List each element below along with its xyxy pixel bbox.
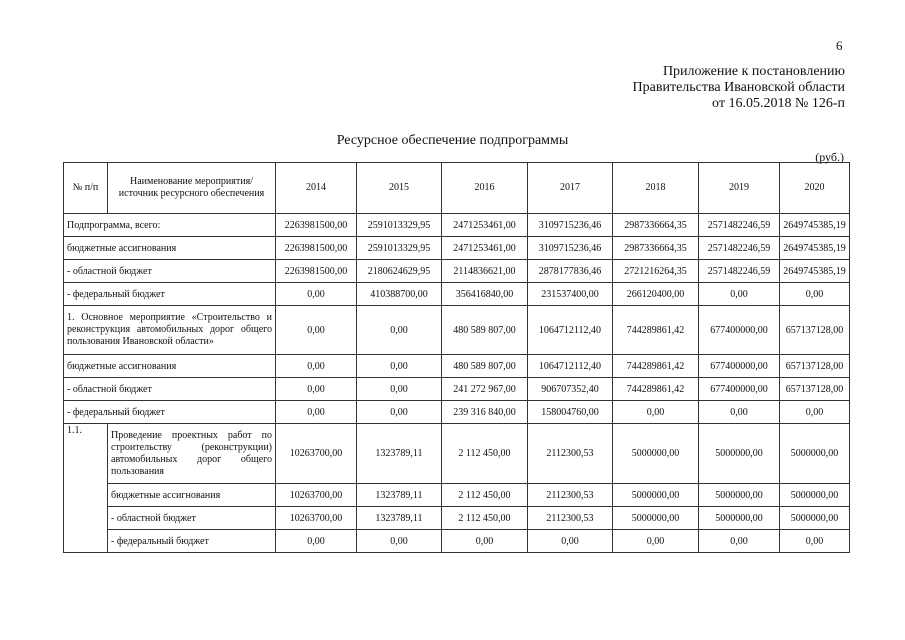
value-cell: 10263700,00 [276, 507, 357, 530]
value-cell: 0,00 [699, 283, 780, 306]
value-cell: 2112300,53 [528, 507, 613, 530]
table-row [64, 237, 850, 260]
table-row [64, 530, 850, 553]
appendix-line-3: от 16.05.2018 № 126-п [712, 96, 845, 111]
row-label: - областной бюджет [108, 507, 276, 530]
value-cell: 5000000,00 [699, 484, 780, 507]
value-cell: 677400000,00 [699, 306, 780, 355]
value-cell: 1064712112,40 [528, 355, 613, 378]
value-cell: 744289861,42 [613, 355, 699, 378]
appendix-line-2: Правительства Ивановской области [632, 80, 845, 95]
value-cell: 0,00 [276, 355, 357, 378]
value-cell: 480 589 807,00 [442, 355, 528, 378]
value-cell: 0,00 [357, 306, 442, 355]
value-cell: 744289861,42 [613, 378, 699, 401]
value-cell: 5000000,00 [613, 424, 699, 484]
value-cell: 241 272 967,00 [442, 378, 528, 401]
table-row [64, 214, 850, 237]
header-year: 2016 [442, 163, 528, 214]
value-cell: 5000000,00 [780, 484, 850, 507]
row-label: - областной бюджет [64, 260, 276, 283]
value-cell: 0,00 [780, 283, 850, 306]
header-num: № п/п [64, 163, 108, 214]
value-cell: 906707352,40 [528, 378, 613, 401]
table-row [64, 484, 850, 507]
value-cell: 231537400,00 [528, 283, 613, 306]
row-label: - федеральный бюджет [64, 401, 276, 424]
table-row [64, 283, 850, 306]
value-cell: 5000000,00 [613, 507, 699, 530]
value-cell: 0,00 [357, 378, 442, 401]
header-year: 2014 [276, 163, 357, 214]
value-cell: 2263981500,00 [276, 237, 357, 260]
value-cell: 2878177836,46 [528, 260, 613, 283]
value-cell: 0,00 [276, 530, 357, 553]
value-cell: 5000000,00 [699, 507, 780, 530]
value-cell: 2571482246,59 [699, 260, 780, 283]
value-cell: 10263700,00 [276, 424, 357, 484]
value-cell: 2471253461,00 [442, 237, 528, 260]
table-row [64, 378, 850, 401]
table-row [64, 424, 850, 484]
row-label: Подпрограмма, всего: [64, 214, 276, 237]
header-year: 2017 [528, 163, 613, 214]
appendix-line-1: Приложение к постановлению [662, 64, 845, 79]
value-cell: 2263981500,00 [276, 214, 357, 237]
value-cell: 0,00 [276, 378, 357, 401]
value-cell: 2 112 450,00 [442, 424, 528, 484]
table-row [64, 260, 850, 283]
value-cell: 677400000,00 [699, 378, 780, 401]
table-row [64, 507, 850, 530]
row-label: Проведение проектных работ по строительству (реконструкции) автомобильных дорог общего пользования [108, 424, 276, 484]
value-cell: 2591013329,95 [357, 237, 442, 260]
value-cell: 480 589 807,00 [442, 306, 528, 355]
value-cell: 2571482246,59 [699, 214, 780, 237]
value-cell: 0,00 [357, 401, 442, 424]
value-cell: 2649745385,19 [780, 237, 850, 260]
value-cell: 0,00 [699, 530, 780, 553]
value-cell: 3109715236,46 [528, 214, 613, 237]
value-cell: 0,00 [780, 530, 850, 553]
value-cell: 2 112 450,00 [442, 484, 528, 507]
value-cell: 266120400,00 [613, 283, 699, 306]
value-cell: 2591013329,95 [357, 214, 442, 237]
value-cell: 2 112 450,00 [442, 507, 528, 530]
row-label: бюджетные ассигнования [64, 355, 276, 378]
table-row [64, 355, 850, 378]
value-cell: 0,00 [699, 401, 780, 424]
table-header-row [64, 163, 850, 214]
value-cell: 2263981500,00 [276, 260, 357, 283]
value-cell: 677400000,00 [699, 355, 780, 378]
value-cell: 2112300,53 [528, 484, 613, 507]
value-cell: 0,00 [528, 530, 613, 553]
value-cell: 0,00 [276, 306, 357, 355]
value-cell: 2571482246,59 [699, 237, 780, 260]
table-row [64, 401, 850, 424]
value-cell: 1064712112,40 [528, 306, 613, 355]
value-cell: 657137128,00 [780, 378, 850, 401]
value-cell: 2180624629,95 [357, 260, 442, 283]
table-row [64, 306, 850, 355]
value-cell: 0,00 [276, 401, 357, 424]
value-cell: 2987336664,35 [613, 214, 699, 237]
value-cell: 2721216264,35 [613, 260, 699, 283]
value-cell: 239 316 840,00 [442, 401, 528, 424]
row-label: бюджетные ассигнования [64, 237, 276, 260]
header-year: 2020 [780, 163, 850, 214]
value-cell: 2112300,53 [528, 424, 613, 484]
value-cell: 657137128,00 [780, 306, 850, 355]
units-label: (руб.) [815, 150, 844, 164]
row-label: - областной бюджет [64, 378, 276, 401]
value-cell: 657137128,00 [780, 355, 850, 378]
header-year: 2015 [357, 163, 442, 214]
value-cell: 2471253461,00 [442, 214, 528, 237]
value-cell: 1323789,11 [357, 424, 442, 484]
header-year: 2019 [699, 163, 780, 214]
value-cell: 158004760,00 [528, 401, 613, 424]
value-cell: 2649745385,19 [780, 260, 850, 283]
value-cell: 744289861,42 [613, 306, 699, 355]
value-cell: 1323789,11 [357, 507, 442, 530]
value-cell: 2649745385,19 [780, 214, 850, 237]
value-cell: 2114836621,00 [442, 260, 528, 283]
value-cell: 0,00 [442, 530, 528, 553]
resource-table [63, 162, 850, 553]
value-cell: 0,00 [276, 283, 357, 306]
value-cell: 3109715236,46 [528, 237, 613, 260]
page-number: 6 [836, 38, 843, 53]
value-cell: 0,00 [613, 530, 699, 553]
value-cell: 410388700,00 [357, 283, 442, 306]
appendix-block [633, 64, 845, 112]
value-cell: 0,00 [613, 401, 699, 424]
header-year: 2018 [613, 163, 699, 214]
row-label: 1. Основное мероприятие «Строительство и реконструкция автомобильных дорог общего пользования Ивановской области» [64, 306, 276, 355]
value-cell: 5000000,00 [780, 507, 850, 530]
row-label: бюджетные ассигнования [108, 484, 276, 507]
sub-item-number: 1.1. [64, 424, 108, 553]
value-cell: 0,00 [357, 355, 442, 378]
value-cell: 5000000,00 [613, 484, 699, 507]
value-cell: 5000000,00 [699, 424, 780, 484]
header-name: Наименование мероприятия/источник ресурсного обеспечения [108, 163, 276, 214]
row-label: - федеральный бюджет [108, 530, 276, 553]
value-cell: 0,00 [780, 401, 850, 424]
value-cell: 0,00 [357, 530, 442, 553]
value-cell: 10263700,00 [276, 484, 357, 507]
value-cell: 5000000,00 [780, 424, 850, 484]
row-label: - федеральный бюджет [64, 283, 276, 306]
document-title: Ресурсное обеспечение подпрограммы [336, 133, 569, 148]
value-cell: 2987336664,35 [613, 237, 699, 260]
value-cell: 1323789,11 [357, 484, 442, 507]
value-cell: 356416840,00 [442, 283, 528, 306]
